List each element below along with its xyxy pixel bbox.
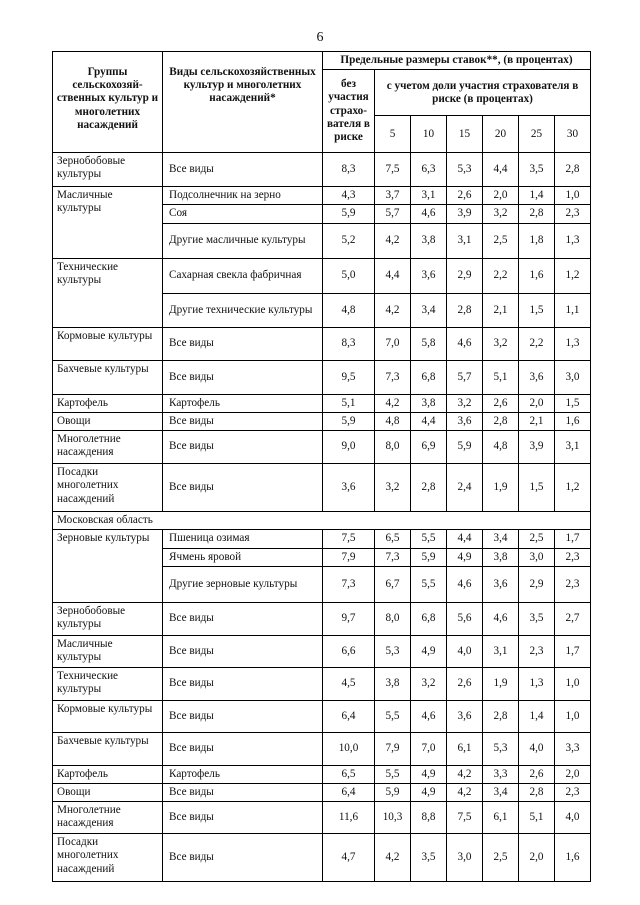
table-row bbox=[53, 732, 591, 765]
rate-cell: 4,9 bbox=[411, 635, 447, 667]
rate-cell: 4,8 bbox=[483, 431, 519, 464]
rate-cell: 1,9 bbox=[483, 464, 519, 512]
rate-cell: 4,4 bbox=[375, 258, 411, 293]
table-row bbox=[53, 700, 591, 732]
rate-cell: 3,5 bbox=[519, 153, 555, 187]
rate-cell: 7,3 bbox=[375, 360, 411, 394]
header-percent: 5 bbox=[375, 116, 411, 153]
rate-cell: 7,9 bbox=[323, 548, 375, 566]
rate-cell: 8,0 bbox=[375, 431, 411, 464]
rate-cell: 5,5 bbox=[411, 566, 447, 602]
rate-cell: 3,6 bbox=[483, 566, 519, 602]
rate-cell: 2,9 bbox=[519, 566, 555, 602]
rate-cell: 4,0 bbox=[519, 732, 555, 765]
rate-cell: 1,7 bbox=[555, 635, 591, 667]
rate-cell: 9,7 bbox=[323, 602, 375, 635]
rate-cell: 5,9 bbox=[323, 412, 375, 430]
rate-cell: 5,5 bbox=[375, 700, 411, 732]
rate-cell: 2,0 bbox=[555, 765, 591, 783]
rate-cell: 3,3 bbox=[555, 732, 591, 765]
rate-cell: 4,2 bbox=[375, 834, 411, 882]
table-row bbox=[53, 187, 591, 205]
rate-cell: 3,5 bbox=[519, 602, 555, 635]
rate-cell: 9,0 bbox=[323, 431, 375, 464]
rate-cell: 4,4 bbox=[483, 153, 519, 187]
rate-cell: 2,7 bbox=[555, 602, 591, 635]
rate-cell: 3,7 bbox=[375, 187, 411, 205]
rate-cell: 3,6 bbox=[519, 360, 555, 394]
rate-cell: 5,7 bbox=[375, 205, 411, 223]
rate-cell: 3,1 bbox=[483, 635, 519, 667]
crop-cell: Картофель bbox=[163, 765, 323, 783]
rate-cell: 2,8 bbox=[447, 293, 483, 327]
rate-cell: 5,3 bbox=[483, 732, 519, 765]
rate-cell: 4,2 bbox=[375, 223, 411, 258]
crop-cell: Все виды bbox=[163, 635, 323, 667]
group-cell: Посадки многолетних насаждений bbox=[53, 834, 163, 882]
rate-cell: 4,2 bbox=[375, 394, 411, 412]
rate-cell: 3,2 bbox=[483, 205, 519, 223]
rate-cell: 2,8 bbox=[483, 412, 519, 430]
rate-cell: 5,1 bbox=[483, 360, 519, 394]
rate-cell: 1,6 bbox=[555, 834, 591, 882]
rate-cell: 3,6 bbox=[447, 412, 483, 430]
rate-cell: 2,6 bbox=[519, 765, 555, 783]
rate-cell: 4,8 bbox=[375, 412, 411, 430]
crop-cell: Все виды bbox=[163, 834, 323, 882]
region-label: Московская область bbox=[53, 512, 591, 530]
rate-cell: 1,3 bbox=[519, 667, 555, 700]
rate-cell: 2,3 bbox=[519, 635, 555, 667]
header-no-share: без участия страхо-вателя в риске bbox=[323, 70, 375, 153]
rate-cell: 5,8 bbox=[411, 327, 447, 360]
insurance-rates-table bbox=[52, 51, 591, 882]
group-cell: Зернобобовые культуры bbox=[53, 153, 163, 187]
rate-cell: 3,1 bbox=[555, 431, 591, 464]
rate-cell: 5,9 bbox=[411, 548, 447, 566]
rate-cell: 4,6 bbox=[447, 327, 483, 360]
table-row bbox=[53, 412, 591, 430]
rate-cell: 1,3 bbox=[555, 223, 591, 258]
rate-cell: 4,4 bbox=[447, 530, 483, 548]
group-cell: Картофель bbox=[53, 394, 163, 412]
rate-cell: 2,3 bbox=[555, 548, 591, 566]
rate-cell: 4,6 bbox=[411, 700, 447, 732]
group-cell: Овощи bbox=[53, 783, 163, 801]
rate-cell: 4,5 bbox=[323, 667, 375, 700]
rate-cell: 5,5 bbox=[375, 765, 411, 783]
rate-cell: 1,0 bbox=[555, 187, 591, 205]
table-row bbox=[53, 327, 591, 360]
rate-cell: 7,3 bbox=[375, 548, 411, 566]
header-group: Группы сельскохозяй-ственных культур и многолетних насаждений bbox=[53, 52, 163, 153]
page-number: 6 bbox=[316, 30, 324, 45]
rate-cell: 6,5 bbox=[323, 765, 375, 783]
table-row bbox=[53, 765, 591, 783]
header-percent: 30 bbox=[555, 116, 591, 153]
rate-cell: 7,5 bbox=[323, 530, 375, 548]
header-percent: 25 bbox=[519, 116, 555, 153]
crop-cell: Все виды bbox=[163, 602, 323, 635]
rate-cell: 5,3 bbox=[375, 635, 411, 667]
rate-cell: 6,9 bbox=[411, 431, 447, 464]
rate-cell: 4,6 bbox=[447, 566, 483, 602]
rate-cell: 3,2 bbox=[411, 667, 447, 700]
table-row bbox=[53, 667, 591, 700]
rate-cell: 3,2 bbox=[447, 394, 483, 412]
rate-cell: 5,7 bbox=[447, 360, 483, 394]
rate-cell: 4,9 bbox=[411, 783, 447, 801]
crop-cell: Подсолнечник на зерно bbox=[163, 187, 323, 205]
crop-cell: Все виды bbox=[163, 431, 323, 464]
rate-cell: 5,3 bbox=[447, 153, 483, 187]
rate-cell: 2,5 bbox=[519, 530, 555, 548]
rate-cell: 1,2 bbox=[555, 464, 591, 512]
rate-cell: 1,8 bbox=[519, 223, 555, 258]
table-row bbox=[53, 464, 591, 512]
rate-cell: 1,9 bbox=[483, 667, 519, 700]
group-cell: Овощи bbox=[53, 412, 163, 430]
table-row bbox=[53, 635, 591, 667]
rate-cell: 6,7 bbox=[375, 566, 411, 602]
table-row bbox=[53, 834, 591, 882]
rate-cell: 3,8 bbox=[375, 667, 411, 700]
rate-cell: 1,0 bbox=[555, 667, 591, 700]
group-cell: Зернобобовые культуры bbox=[53, 602, 163, 635]
group-cell: Многолетние насаждения bbox=[53, 431, 163, 464]
crop-cell: Все виды bbox=[163, 464, 323, 512]
rate-cell: 11,6 bbox=[323, 802, 375, 834]
rate-cell: 5,1 bbox=[323, 394, 375, 412]
rate-cell: 4,2 bbox=[375, 293, 411, 327]
rate-cell: 7,5 bbox=[375, 153, 411, 187]
rate-cell: 3,8 bbox=[411, 223, 447, 258]
table-row bbox=[53, 431, 591, 464]
rate-cell: 7,9 bbox=[375, 732, 411, 765]
crop-cell: Все виды bbox=[163, 667, 323, 700]
rate-cell: 6,1 bbox=[483, 802, 519, 834]
rate-cell: 3,3 bbox=[483, 765, 519, 783]
rate-cell: 5,6 bbox=[447, 602, 483, 635]
rate-cell: 1,6 bbox=[519, 258, 555, 293]
rate-cell: 3,6 bbox=[323, 464, 375, 512]
rate-cell: 2,3 bbox=[555, 566, 591, 602]
rate-cell: 8,8 bbox=[411, 802, 447, 834]
rate-cell: 3,8 bbox=[411, 394, 447, 412]
rate-cell: 6,3 bbox=[411, 153, 447, 187]
rate-cell: 7,3 bbox=[323, 566, 375, 602]
rate-cell: 9,5 bbox=[323, 360, 375, 394]
rate-cell: 1,7 bbox=[555, 530, 591, 548]
rate-cell: 1,2 bbox=[555, 258, 591, 293]
group-cell: Технические культуры bbox=[53, 667, 163, 700]
rate-cell: 1,6 bbox=[555, 412, 591, 430]
rate-cell: 1,5 bbox=[519, 464, 555, 512]
rate-cell: 6,6 bbox=[323, 635, 375, 667]
rate-cell: 3,9 bbox=[519, 431, 555, 464]
group-cell: Посадки многолетних насаждений bbox=[53, 464, 163, 512]
rate-cell: 3,8 bbox=[483, 548, 519, 566]
rate-cell: 1,3 bbox=[555, 327, 591, 360]
rate-cell: 2,8 bbox=[555, 153, 591, 187]
rate-cell: 1,0 bbox=[555, 700, 591, 732]
crop-cell: Соя bbox=[163, 205, 323, 223]
rate-cell: 3,6 bbox=[447, 700, 483, 732]
rate-cell: 4,4 bbox=[411, 412, 447, 430]
group-cell: Многолетние насаждения bbox=[53, 802, 163, 834]
rate-cell: 4,0 bbox=[555, 802, 591, 834]
rate-cell: 3,0 bbox=[555, 360, 591, 394]
crop-cell: Все виды bbox=[163, 783, 323, 801]
table-row bbox=[53, 530, 591, 548]
rate-cell: 2,0 bbox=[519, 394, 555, 412]
rate-cell: 4,9 bbox=[411, 765, 447, 783]
region-row bbox=[53, 512, 591, 530]
rate-cell: 2,8 bbox=[483, 700, 519, 732]
table-row bbox=[53, 394, 591, 412]
header-with-share: с учетом доли участия страхователя в риске (в процентах) bbox=[375, 70, 591, 116]
rate-cell: 3,0 bbox=[447, 834, 483, 882]
rate-cell: 2,6 bbox=[447, 667, 483, 700]
crop-cell: Все виды bbox=[163, 153, 323, 187]
crop-cell: Все виды bbox=[163, 412, 323, 430]
rate-cell: 8,3 bbox=[323, 327, 375, 360]
group-cell: Зерновые культуры bbox=[53, 530, 163, 602]
rate-cell: 6,5 bbox=[375, 530, 411, 548]
table-row bbox=[53, 360, 591, 394]
rate-cell: 2,5 bbox=[483, 834, 519, 882]
rate-cell: 3,2 bbox=[375, 464, 411, 512]
rate-cell: 3,4 bbox=[483, 783, 519, 801]
rate-cell: 2,2 bbox=[483, 258, 519, 293]
rate-cell: 4,2 bbox=[447, 783, 483, 801]
rate-cell: 3,5 bbox=[411, 834, 447, 882]
table-row bbox=[53, 802, 591, 834]
table-row bbox=[53, 602, 591, 635]
group-cell: Масличные культуры bbox=[53, 635, 163, 667]
crop-cell: Ячмень яровой bbox=[163, 548, 323, 566]
crop-cell: Другие технические культуры bbox=[163, 293, 323, 327]
rate-cell: 7,5 bbox=[447, 802, 483, 834]
group-cell: Бахчевые культуры bbox=[53, 360, 163, 394]
rate-cell: 10,3 bbox=[375, 802, 411, 834]
group-cell: Масличные культуры bbox=[53, 187, 163, 258]
rate-cell: 2,2 bbox=[519, 327, 555, 360]
rate-cell: 4,6 bbox=[483, 602, 519, 635]
rate-cell: 3,0 bbox=[519, 548, 555, 566]
rate-cell: 6,8 bbox=[411, 602, 447, 635]
header-percent: 15 bbox=[447, 116, 483, 153]
rate-cell: 6,8 bbox=[411, 360, 447, 394]
crop-cell: Другие зерновые культуры bbox=[163, 566, 323, 602]
group-cell: Бахчевые культуры bbox=[53, 732, 163, 765]
rate-cell: 10,0 bbox=[323, 732, 375, 765]
rate-cell: 4,7 bbox=[323, 834, 375, 882]
header-percent: 10 bbox=[411, 116, 447, 153]
crop-cell: Все виды bbox=[163, 732, 323, 765]
rate-cell: 5,1 bbox=[519, 802, 555, 834]
rate-cell: 3,9 bbox=[447, 205, 483, 223]
rate-cell: 3,4 bbox=[411, 293, 447, 327]
rate-cell: 6,1 bbox=[447, 732, 483, 765]
rate-cell: 1,4 bbox=[519, 187, 555, 205]
table-body bbox=[53, 153, 591, 882]
group-cell: Кормовые культуры bbox=[53, 327, 163, 360]
rate-cell: 6,4 bbox=[323, 783, 375, 801]
rate-cell: 4,0 bbox=[447, 635, 483, 667]
rate-cell: 5,9 bbox=[323, 205, 375, 223]
header-crop: Виды сельскохозяйственных культур и многолетних насаждений* bbox=[163, 52, 323, 153]
rate-cell: 2,9 bbox=[447, 258, 483, 293]
rate-cell: 2,0 bbox=[519, 834, 555, 882]
rate-cell: 4,8 bbox=[323, 293, 375, 327]
group-cell: Картофель bbox=[53, 765, 163, 783]
group-cell: Кормовые культуры bbox=[53, 700, 163, 732]
crop-cell: Другие масличные культуры bbox=[163, 223, 323, 258]
table-row bbox=[53, 153, 591, 187]
group-cell: Технические культуры bbox=[53, 258, 163, 327]
crop-cell: Все виды bbox=[163, 360, 323, 394]
rate-cell: 4,9 bbox=[447, 548, 483, 566]
rate-cell: 2,8 bbox=[411, 464, 447, 512]
rate-cell: 2,8 bbox=[519, 205, 555, 223]
crop-cell: Все виды bbox=[163, 700, 323, 732]
header-percent: 20 bbox=[483, 116, 519, 153]
rate-cell: 2,1 bbox=[519, 412, 555, 430]
rate-cell: 1,5 bbox=[555, 394, 591, 412]
rate-cell: 8,3 bbox=[323, 153, 375, 187]
rate-cell: 6,4 bbox=[323, 700, 375, 732]
crop-cell: Пшеница озимая bbox=[163, 530, 323, 548]
rate-cell: 2,5 bbox=[483, 223, 519, 258]
table-row bbox=[53, 258, 591, 293]
table-row bbox=[53, 783, 591, 801]
rate-cell: 8,0 bbox=[375, 602, 411, 635]
rate-cell: 1,5 bbox=[519, 293, 555, 327]
rate-cell: 2,6 bbox=[483, 394, 519, 412]
rate-cell: 2,3 bbox=[555, 783, 591, 801]
rate-cell: 3,4 bbox=[483, 530, 519, 548]
rate-cell: 7,0 bbox=[375, 327, 411, 360]
rate-cell: 1,1 bbox=[555, 293, 591, 327]
rate-cell: 3,1 bbox=[447, 223, 483, 258]
rate-cell: 2,0 bbox=[483, 187, 519, 205]
rate-cell: 2,6 bbox=[447, 187, 483, 205]
crop-cell: Все виды bbox=[163, 802, 323, 834]
rate-cell: 4,6 bbox=[411, 205, 447, 223]
rate-cell: 4,2 bbox=[447, 765, 483, 783]
rate-cell: 5,5 bbox=[411, 530, 447, 548]
rate-cell: 2,3 bbox=[555, 205, 591, 223]
rate-cell: 5,9 bbox=[375, 783, 411, 801]
rate-cell: 2,4 bbox=[447, 464, 483, 512]
rate-cell: 5,2 bbox=[323, 223, 375, 258]
crop-cell: Все виды bbox=[163, 327, 323, 360]
rate-cell: 3,2 bbox=[483, 327, 519, 360]
rate-cell: 5,9 bbox=[447, 431, 483, 464]
rate-cell: 3,1 bbox=[411, 187, 447, 205]
crop-cell: Картофель bbox=[163, 394, 323, 412]
rate-cell: 2,1 bbox=[483, 293, 519, 327]
rate-cell: 2,8 bbox=[519, 783, 555, 801]
crop-cell: Сахарная свекла фабричная bbox=[163, 258, 323, 293]
rate-cell: 5,0 bbox=[323, 258, 375, 293]
rate-cell: 4,3 bbox=[323, 187, 375, 205]
rate-cell: 1,4 bbox=[519, 700, 555, 732]
rate-cell: 7,0 bbox=[411, 732, 447, 765]
rate-cell: 3,6 bbox=[411, 258, 447, 293]
header-limits: Предельные размеры ставок**, (в процентах) bbox=[323, 52, 591, 70]
